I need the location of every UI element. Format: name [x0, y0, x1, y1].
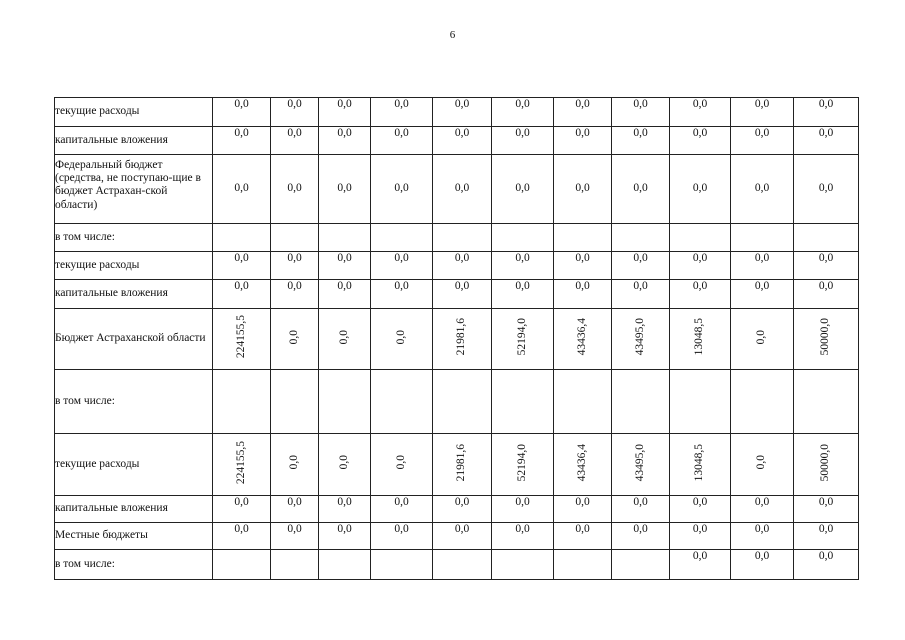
value-cell: [433, 550, 492, 580]
table-row: [55, 523, 859, 550]
value-cell: 0,0: [794, 523, 859, 550]
value-text: 52194,0: [515, 318, 528, 356]
value-text: 43436,4: [575, 443, 588, 482]
value-cell: 0,0: [612, 155, 670, 224]
value-text: 0,0: [337, 455, 350, 470]
value-cell: 0,0: [731, 496, 794, 523]
value-cell: 0,0: [371, 127, 433, 155]
value-cell: 0,0: [731, 155, 794, 224]
value-cell: 0,0: [371, 523, 433, 550]
value-cell: 0,0: [213, 523, 271, 550]
value-cell: [612, 309, 670, 370]
value-cell: [794, 434, 859, 496]
value-cell: 0,0: [554, 98, 612, 127]
table-row: [55, 224, 859, 252]
value-text: 0,0: [337, 329, 350, 345]
value-cell: 0,0: [271, 523, 319, 550]
value-cell: 0,0: [433, 496, 492, 523]
budget-table: [54, 97, 859, 580]
value-cell: 0,0: [492, 98, 554, 127]
value-cell: 0,0: [271, 98, 319, 127]
value-cell: 0,0: [213, 127, 271, 155]
value-cell: 0,0: [433, 98, 492, 127]
value-cell: 0,0: [612, 252, 670, 280]
page-number: 6: [449, 29, 456, 41]
value-cell: 0,0: [433, 127, 492, 155]
value-cell: 0,0: [670, 155, 731, 224]
row-label: Бюджет Астраханской области: [55, 309, 213, 370]
value-text: 50000,0: [819, 443, 832, 482]
value-cell: 0,0: [612, 496, 670, 523]
value-cell: 0,0: [371, 155, 433, 224]
value-cell: 0,0: [794, 496, 859, 523]
value-text: 21981,6: [455, 318, 468, 356]
value-cell: [213, 550, 271, 580]
value-cell: 0,0: [731, 98, 794, 127]
value-cell: 0,0: [213, 496, 271, 523]
value-cell: 0,0: [319, 280, 371, 309]
value-text: 0,0: [287, 329, 300, 345]
value-cell: 0,0: [670, 98, 731, 127]
value-cell: 0,0: [319, 496, 371, 523]
value-text: 0,0: [755, 455, 768, 470]
value-cell: [319, 434, 371, 496]
value-cell: 0,0: [554, 496, 612, 523]
value-cell: 0,0: [794, 280, 859, 309]
value-cell: [433, 370, 492, 434]
value-cell: [731, 434, 794, 496]
value-cell: 0,0: [731, 127, 794, 155]
value-text: 224155,5: [234, 315, 247, 359]
table-row: [55, 155, 859, 224]
value-cell: 0,0: [670, 127, 731, 155]
value-cell: 0,0: [554, 155, 612, 224]
value-cell: [433, 309, 492, 370]
value-cell: [554, 434, 612, 496]
row-label: текущие расходы: [55, 252, 213, 280]
value-cell: 0,0: [492, 496, 554, 523]
value-cell: [433, 224, 492, 252]
table-row: [55, 550, 859, 580]
value-cell: [433, 434, 492, 496]
value-cell: [492, 370, 554, 434]
value-cell: 0,0: [371, 496, 433, 523]
value-cell: 0,0: [319, 98, 371, 127]
value-cell: 0,0: [319, 155, 371, 224]
row-label: капитальные вложения: [55, 280, 213, 309]
value-cell: [612, 434, 670, 496]
value-cell: 0,0: [670, 550, 731, 580]
table-row: [55, 127, 859, 155]
value-text: 50000,0: [819, 318, 832, 356]
table-row: [55, 280, 859, 309]
value-cell: 0,0: [492, 280, 554, 309]
value-cell: 0,0: [271, 127, 319, 155]
value-cell: [213, 309, 271, 370]
row-label: Федеральный бюджет (средства, не поступаю-щие в бюджет Астрахан-ской области): [55, 155, 213, 224]
value-cell: 0,0: [271, 496, 319, 523]
value-cell: 0,0: [319, 127, 371, 155]
value-cell: [271, 434, 319, 496]
row-label: в том числе:: [55, 224, 213, 252]
value-cell: 0,0: [794, 550, 859, 580]
value-cell: [371, 550, 433, 580]
value-cell: [554, 224, 612, 252]
value-cell: [319, 550, 371, 580]
value-cell: [271, 224, 319, 252]
value-cell: 0,0: [612, 98, 670, 127]
value-cell: [213, 370, 271, 434]
value-text: 52194,0: [515, 443, 528, 482]
value-cell: [319, 224, 371, 252]
value-cell: 0,0: [433, 280, 492, 309]
value-cell: 0,0: [670, 496, 731, 523]
value-cell: 0,0: [612, 127, 670, 155]
value-cell: [612, 370, 670, 434]
value-cell: [670, 370, 731, 434]
value-cell: [731, 224, 794, 252]
value-cell: 0,0: [492, 155, 554, 224]
value-cell: 0,0: [554, 252, 612, 280]
value-cell: 0,0: [612, 523, 670, 550]
value-cell: 0,0: [612, 280, 670, 309]
value-cell: [731, 309, 794, 370]
value-cell: 0,0: [371, 252, 433, 280]
value-cell: 0,0: [271, 252, 319, 280]
value-cell: 0,0: [731, 523, 794, 550]
value-cell: [371, 224, 433, 252]
value-cell: [612, 550, 670, 580]
value-cell: 0,0: [213, 280, 271, 309]
value-cell: [271, 370, 319, 434]
value-cell: [319, 370, 371, 434]
value-cell: [492, 550, 554, 580]
value-text: 43495,0: [633, 318, 646, 356]
value-cell: 0,0: [794, 155, 859, 224]
value-cell: [794, 370, 859, 434]
value-cell: 0,0: [794, 127, 859, 155]
row-label: капитальные вложения: [55, 127, 213, 155]
value-cell: 0,0: [433, 155, 492, 224]
value-cell: 0,0: [213, 252, 271, 280]
value-cell: 0,0: [492, 127, 554, 155]
value-cell: 0,0: [371, 98, 433, 127]
value-cell: 0,0: [319, 523, 371, 550]
value-cell: [612, 224, 670, 252]
value-cell: [213, 434, 271, 496]
value-text: 13048,5: [693, 318, 706, 356]
value-cell: 0,0: [213, 98, 271, 127]
value-cell: [670, 224, 731, 252]
table-row: [55, 309, 859, 370]
value-text: 0,0: [287, 455, 300, 470]
value-cell: [554, 550, 612, 580]
value-text: 21981,6: [455, 443, 468, 482]
value-text: 43495,0: [633, 443, 646, 482]
value-cell: 0,0: [271, 280, 319, 309]
value-text: 224155,5: [234, 440, 247, 484]
value-text: 0,0: [394, 329, 407, 345]
value-cell: [371, 434, 433, 496]
value-cell: [492, 224, 554, 252]
value-cell: [271, 309, 319, 370]
value-cell: 0,0: [271, 155, 319, 224]
value-cell: 0,0: [492, 252, 554, 280]
value-cell: [371, 309, 433, 370]
value-cell: [492, 434, 554, 496]
value-cell: [319, 309, 371, 370]
value-cell: 0,0: [554, 127, 612, 155]
value-cell: 0,0: [670, 252, 731, 280]
value-cell: [213, 224, 271, 252]
value-cell: 0,0: [319, 252, 371, 280]
value-cell: [794, 309, 859, 370]
value-cell: [670, 434, 731, 496]
value-cell: [670, 309, 731, 370]
value-cell: 0,0: [731, 550, 794, 580]
row-label: в том числе:: [55, 370, 213, 434]
value-text: 13048,5: [693, 443, 706, 482]
table-row: [55, 434, 859, 496]
value-cell: 0,0: [371, 280, 433, 309]
value-text: 0,0: [394, 455, 407, 470]
row-label: текущие расходы: [55, 98, 213, 127]
value-cell: [554, 309, 612, 370]
value-text: 43436,4: [575, 318, 588, 356]
value-cell: 0,0: [731, 252, 794, 280]
row-label: капитальные вложения: [55, 496, 213, 523]
row-label: Местные бюджеты: [55, 523, 213, 550]
table-row: [55, 496, 859, 523]
value-cell: 0,0: [492, 523, 554, 550]
value-cell: 0,0: [731, 280, 794, 309]
value-cell: 0,0: [794, 252, 859, 280]
table-row: [55, 370, 859, 434]
value-cell: 0,0: [670, 280, 731, 309]
value-cell: 0,0: [794, 98, 859, 127]
value-cell: 0,0: [554, 523, 612, 550]
table-row: [55, 98, 859, 127]
value-cell: [271, 550, 319, 580]
value-cell: 0,0: [433, 252, 492, 280]
value-cell: [492, 309, 554, 370]
value-cell: [794, 224, 859, 252]
value-cell: [731, 370, 794, 434]
value-cell: [554, 370, 612, 434]
table-row: [55, 252, 859, 280]
row-label: текущие расходы: [55, 434, 213, 496]
value-text: 0,0: [755, 329, 768, 345]
value-cell: [371, 370, 433, 434]
value-cell: 0,0: [670, 523, 731, 550]
value-cell: 0,0: [554, 280, 612, 309]
value-cell: 0,0: [433, 523, 492, 550]
value-cell: 0,0: [213, 155, 271, 224]
row-label: в том числе:: [55, 550, 213, 580]
